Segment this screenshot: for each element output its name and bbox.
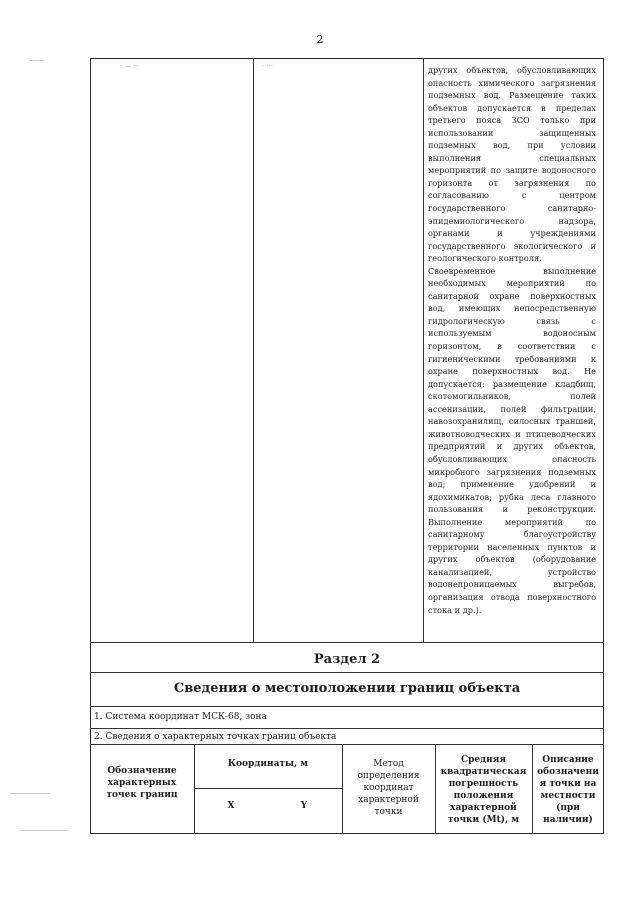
column-divider: [532, 744, 533, 834]
row-divider: [90, 706, 604, 707]
header-method: Метод определения координат характерной точки: [357, 759, 420, 817]
section-title: Раздел 2: [313, 652, 381, 667]
row-divider: [90, 728, 604, 729]
row-divider: [90, 672, 604, 673]
scan-mark: [10, 793, 50, 794]
row-divider: [194, 788, 342, 789]
faded-text: · — ··: [120, 62, 139, 70]
header-accuracy: Средняя квадратическая погрешность положения характерной точки (Mt), м: [440, 755, 527, 825]
header-x: X: [227, 801, 235, 811]
page-number: 2: [316, 33, 324, 46]
header-coordinates: Координаты, м: [227, 759, 309, 769]
header-description: Описание обозначени я точки на местности (при наличии): [537, 755, 599, 825]
section-subtitle: Сведения о местоположении границ объекта: [173, 681, 521, 696]
row-divider: [90, 744, 604, 745]
header-designation: Обозначение характерных точек границ: [106, 766, 178, 800]
coordinate-system-line: 1. Система координат МСК-68, зона: [94, 712, 267, 722]
column-divider: [435, 744, 436, 834]
header-y: Y: [300, 801, 308, 811]
column-divider: [194, 744, 195, 834]
faded-text: · ···: [262, 62, 274, 70]
column-divider-left: [253, 58, 254, 642]
column-divider: [342, 744, 343, 834]
column-divider-right: [423, 58, 424, 642]
row-divider: [90, 642, 604, 643]
paragraph: других объектов, обусловливающих опасность химического загрязнения подземных вод. Размещение таких объектов допускается в пределах третьего пояса ЗСО только при использовании защищенных подземных вод, при условии выполнения специальных мероприятий по защите водоносного горизонта от загрязнения по согласованию с центром государственного санитарно-эпидемиологического надзора, органами и учреждениями государственного экологического и геологического контроля.: [428, 65, 596, 264]
boundary-points-line: 2. Сведения о характерных точках границ объекта: [94, 732, 337, 742]
scan-mark: [20, 830, 68, 831]
regulations-text: [428, 64, 596, 616]
scan-mark: [30, 60, 44, 61]
paragraph: Своевременное выполнение необходимых мероприятий по санитарной охране поверхностных вод, имеющих непосредственную гидрологическую связь с используемым водоносным горизонтом, в соответствии с гигиеническими требованиями к охране поверхностных вод. Не допускается: размещение кладбищ, скотомогильников, полей ассенизации, полей фильтрации, навозохранилищ, силосных траншей, животноводческих и птицеводческих предприятий и других объектов, обусловливающих опасность микробного загрязнения подземных вод; применение удобрений и ядохимикатов; рубка леса главного пользования и реконструкции. Выполнение мероприятий по санитарному благоустройству территории населенных пунктов и других объектов (оборудование канализацией, устройство водонепроницаемых выгребов, организация отвода поверхностного стока и др.).: [428, 265, 596, 615]
